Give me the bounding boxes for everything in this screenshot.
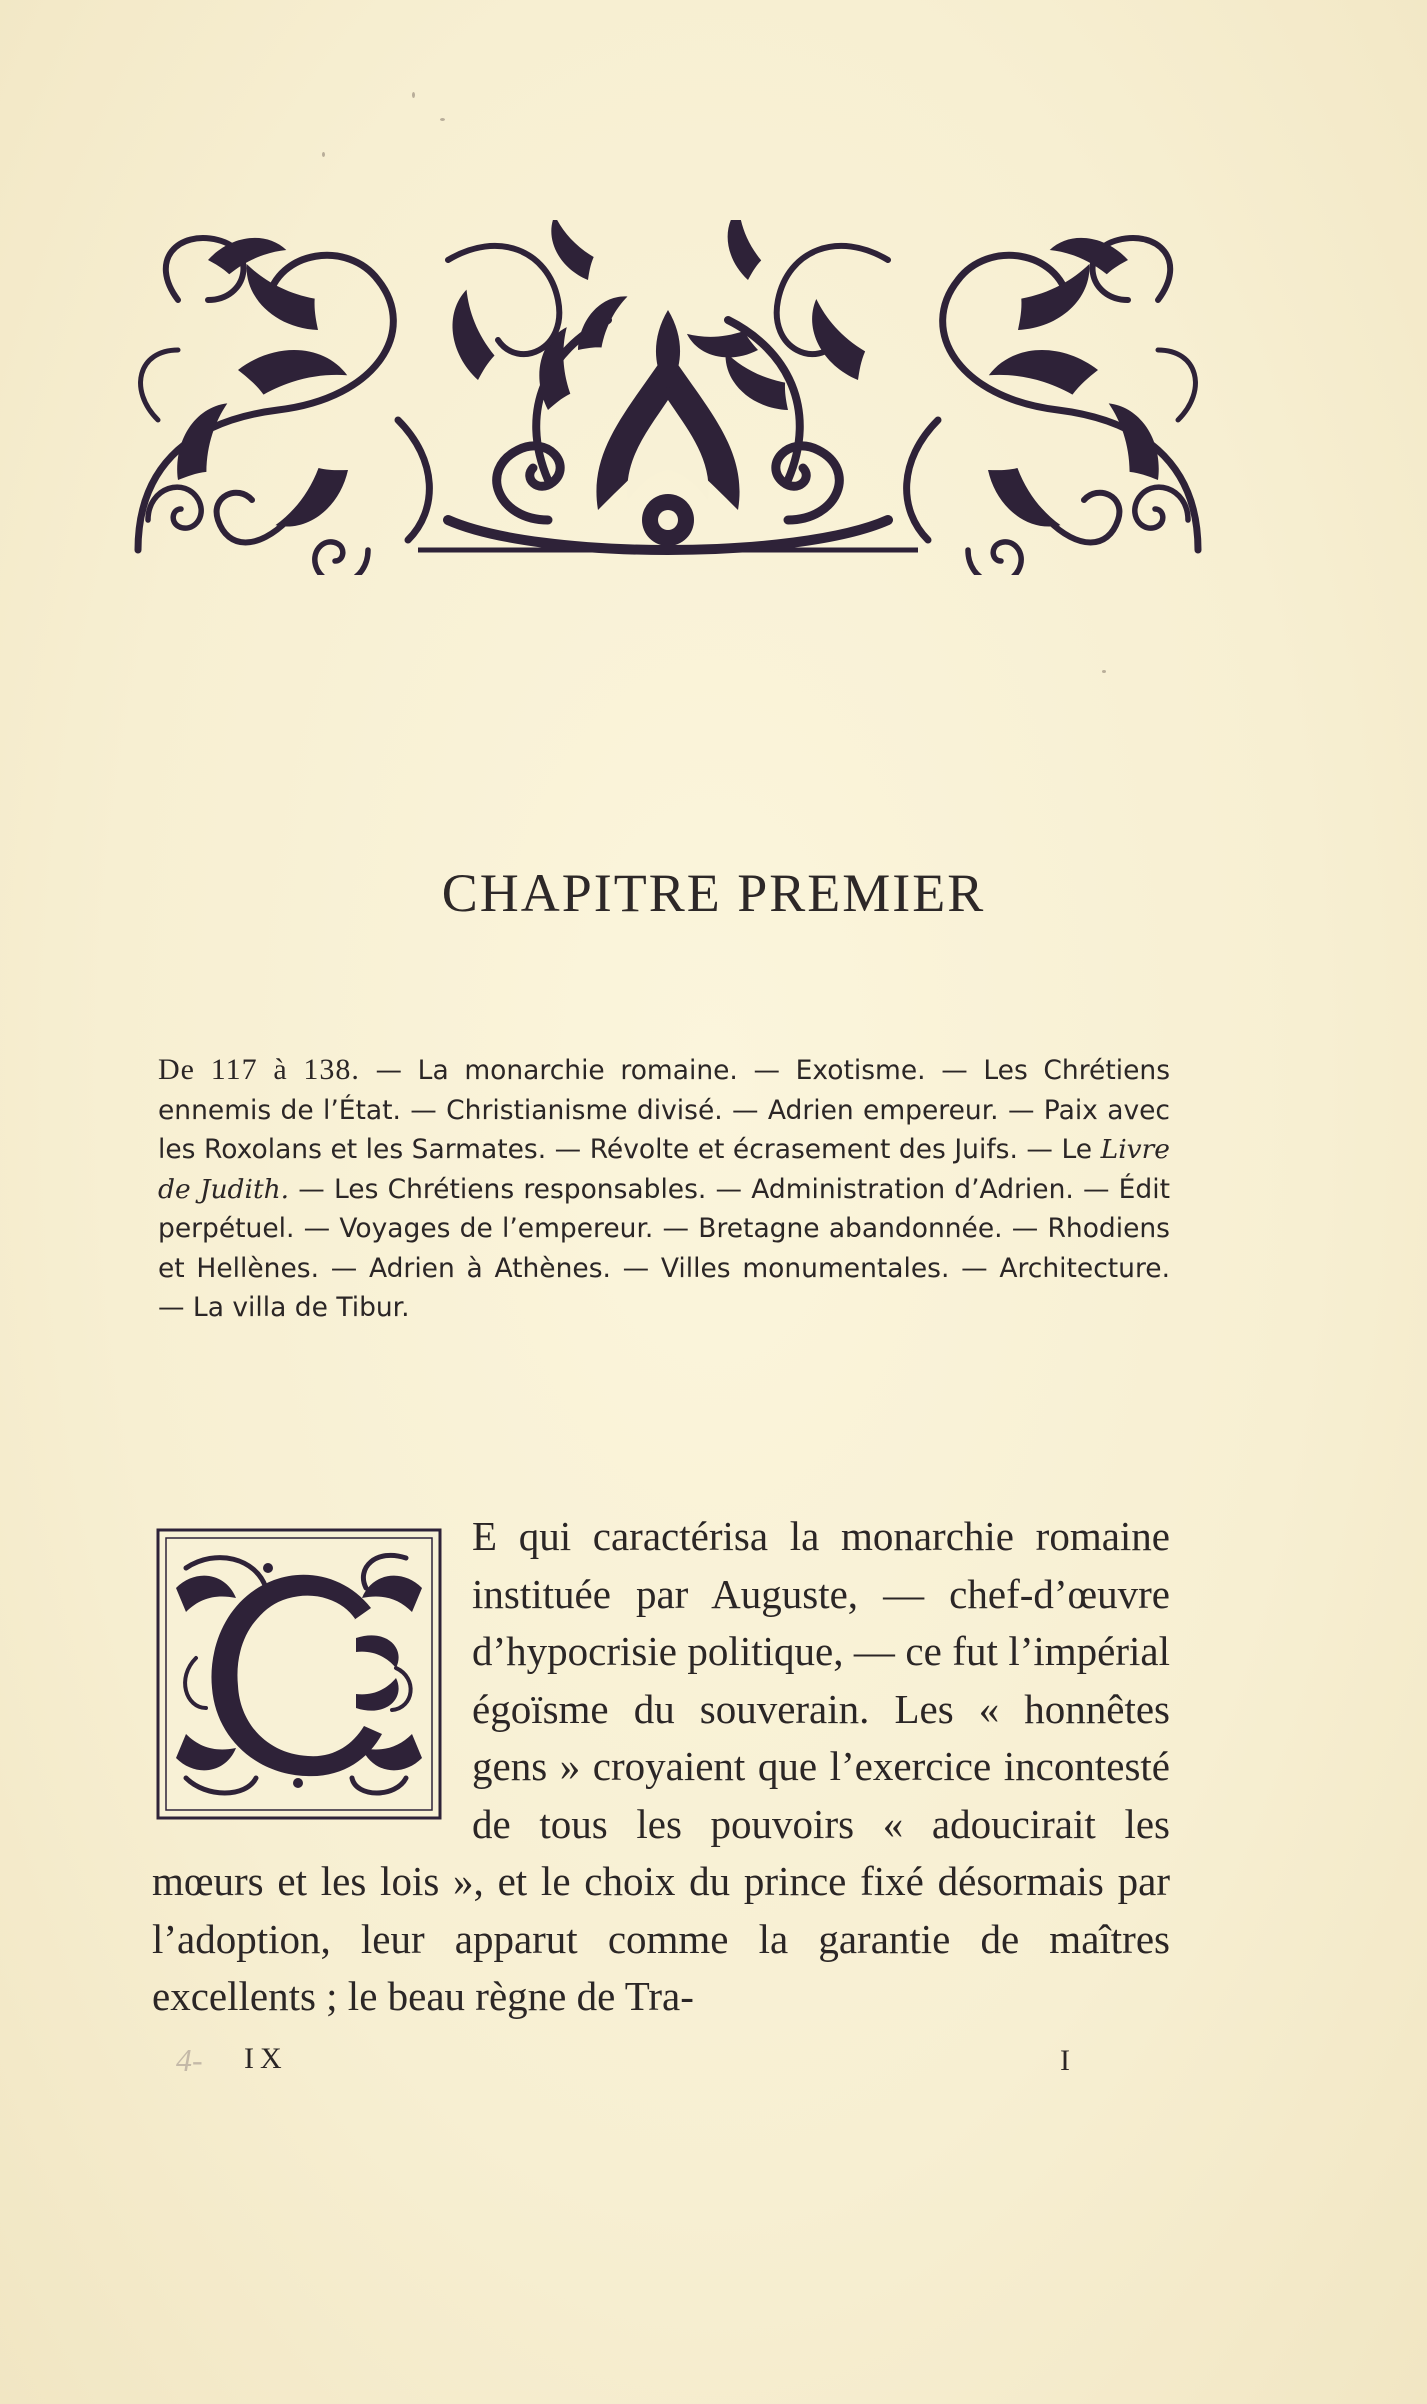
body-paragraph xyxy=(152,1508,1170,2026)
handwritten-mark: 4- xyxy=(176,2042,203,2078)
body-text: E qui caractérisa la monarchie romaine instituée par Auguste, — chef-d’œuvre d’hypocrisie politique, — ce fut l’impérial égoïsme du souverain. Les « honnêtes gens » croyaient que l’exercice incontesté de tous les pouvoirs « adoucirait les mœurs et les lois », et le choix du prince fixé désormais par l’adoption, leur apparut comme la garantie de maîtres excellents ; le beau règne de Tra- xyxy=(152,1513,1170,2019)
paper-speck xyxy=(1102,670,1106,673)
summary-text-part-2: — Les Chrétiens responsables. — Administration d’Adrien. — Édit perpétuel. — Voyages de l’empereur. — Bretagne abandonnée. — Rhodiens et Hellènes. — Adrien à Athènes. — Villes monumentales. — Architecture. — La villa de Tibur. xyxy=(158,1173,1170,1323)
page-number: I xyxy=(1060,2044,1070,2077)
signature-mark: IX xyxy=(244,2042,288,2075)
chapter-summary xyxy=(158,1050,1170,1328)
chapter-title: CHAPITRE PREMIER xyxy=(441,863,986,923)
summary-text-part-1: — La monarchie romaine. — Exotisme. — Les Chrétiens ennemis de l’État. — Christianisme divisé. — Adrien empereur. — Paix avec les Roxolans et les Sarmates. — Révolte et écrasement des Juifs. — Le xyxy=(158,1055,1171,1165)
paper-speck xyxy=(412,92,415,98)
summary-dates: De 117 à 138. xyxy=(158,1053,360,1086)
paper-speck xyxy=(322,152,325,157)
summary-italic-title: Livre de Judith. xyxy=(158,1134,1170,1205)
floral-headpiece-icon xyxy=(118,220,1218,575)
dropcap-space xyxy=(152,1508,472,1830)
paper-speck xyxy=(440,118,445,121)
